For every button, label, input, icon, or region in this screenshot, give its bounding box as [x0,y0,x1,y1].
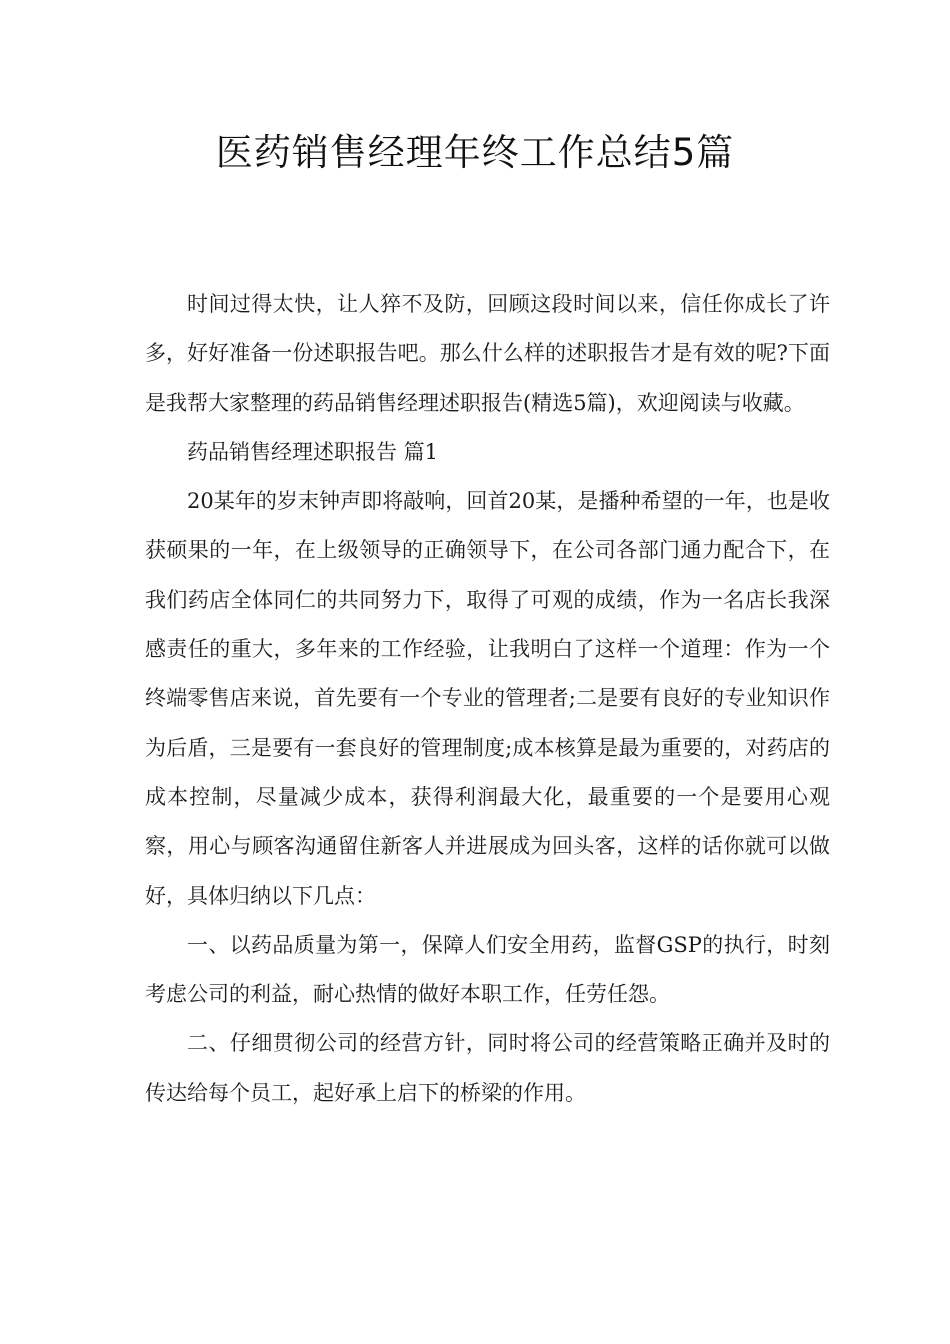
body-paragraph: 20某年的岁末钟声即将敲响，回首20某，是播种希望的一年，也是收获硕果的一年，在上级领导的正确领导下，在公司各部门通力配合下，在我们药店全体同仁的共同努力下，取得了可观的成绩，作为一名店长我深感责任的重大，多年来的工作经验，让我明白了这样一个道理：作为一个终端零售店来说，首先要有一个专业的管理者;二是要有良好的专业知识作为后盾，三是要有一套良好的管理制度;成本核算是最为重要的，对药店的成本控制，尽量减少成本，获得利润最大化，最重要的一个是要用心观察，用心与顾客沟通留住新客人并进展成为回头客，这样的话你就可以做好，具体归纳以下几点： [145,489,830,908]
section-heading: 药品销售经理述职报告 篇1 [187,439,439,464]
list-item: 一、以药品质量为第一，保障人们安全用药，监督GSP的执行，时刻考虑公司的利益，耐心热情的做好本职工作，任劳任怨。 [145,932,830,1007]
document-title: 医药销售经理年终工作总结5篇 [215,131,735,174]
intro-paragraph: 时间过得太快，让人猝不及防，回顾这段时间以来，信任你成长了许多，好好准备一份述职报告吧。那么什么样的述职报告才是有效的呢?下面是我帮大家整理的药品销售经理述职报告(精选5篇)，欢迎阅读与收藏。 [145,292,830,415]
document-body [145,280,830,1118]
list-item: 二、仔细贯彻公司的经营方针，同时将公司的经营策略正确并及时的传达给每个员工，起好承上启下的桥梁的作用。 [145,1031,830,1105]
